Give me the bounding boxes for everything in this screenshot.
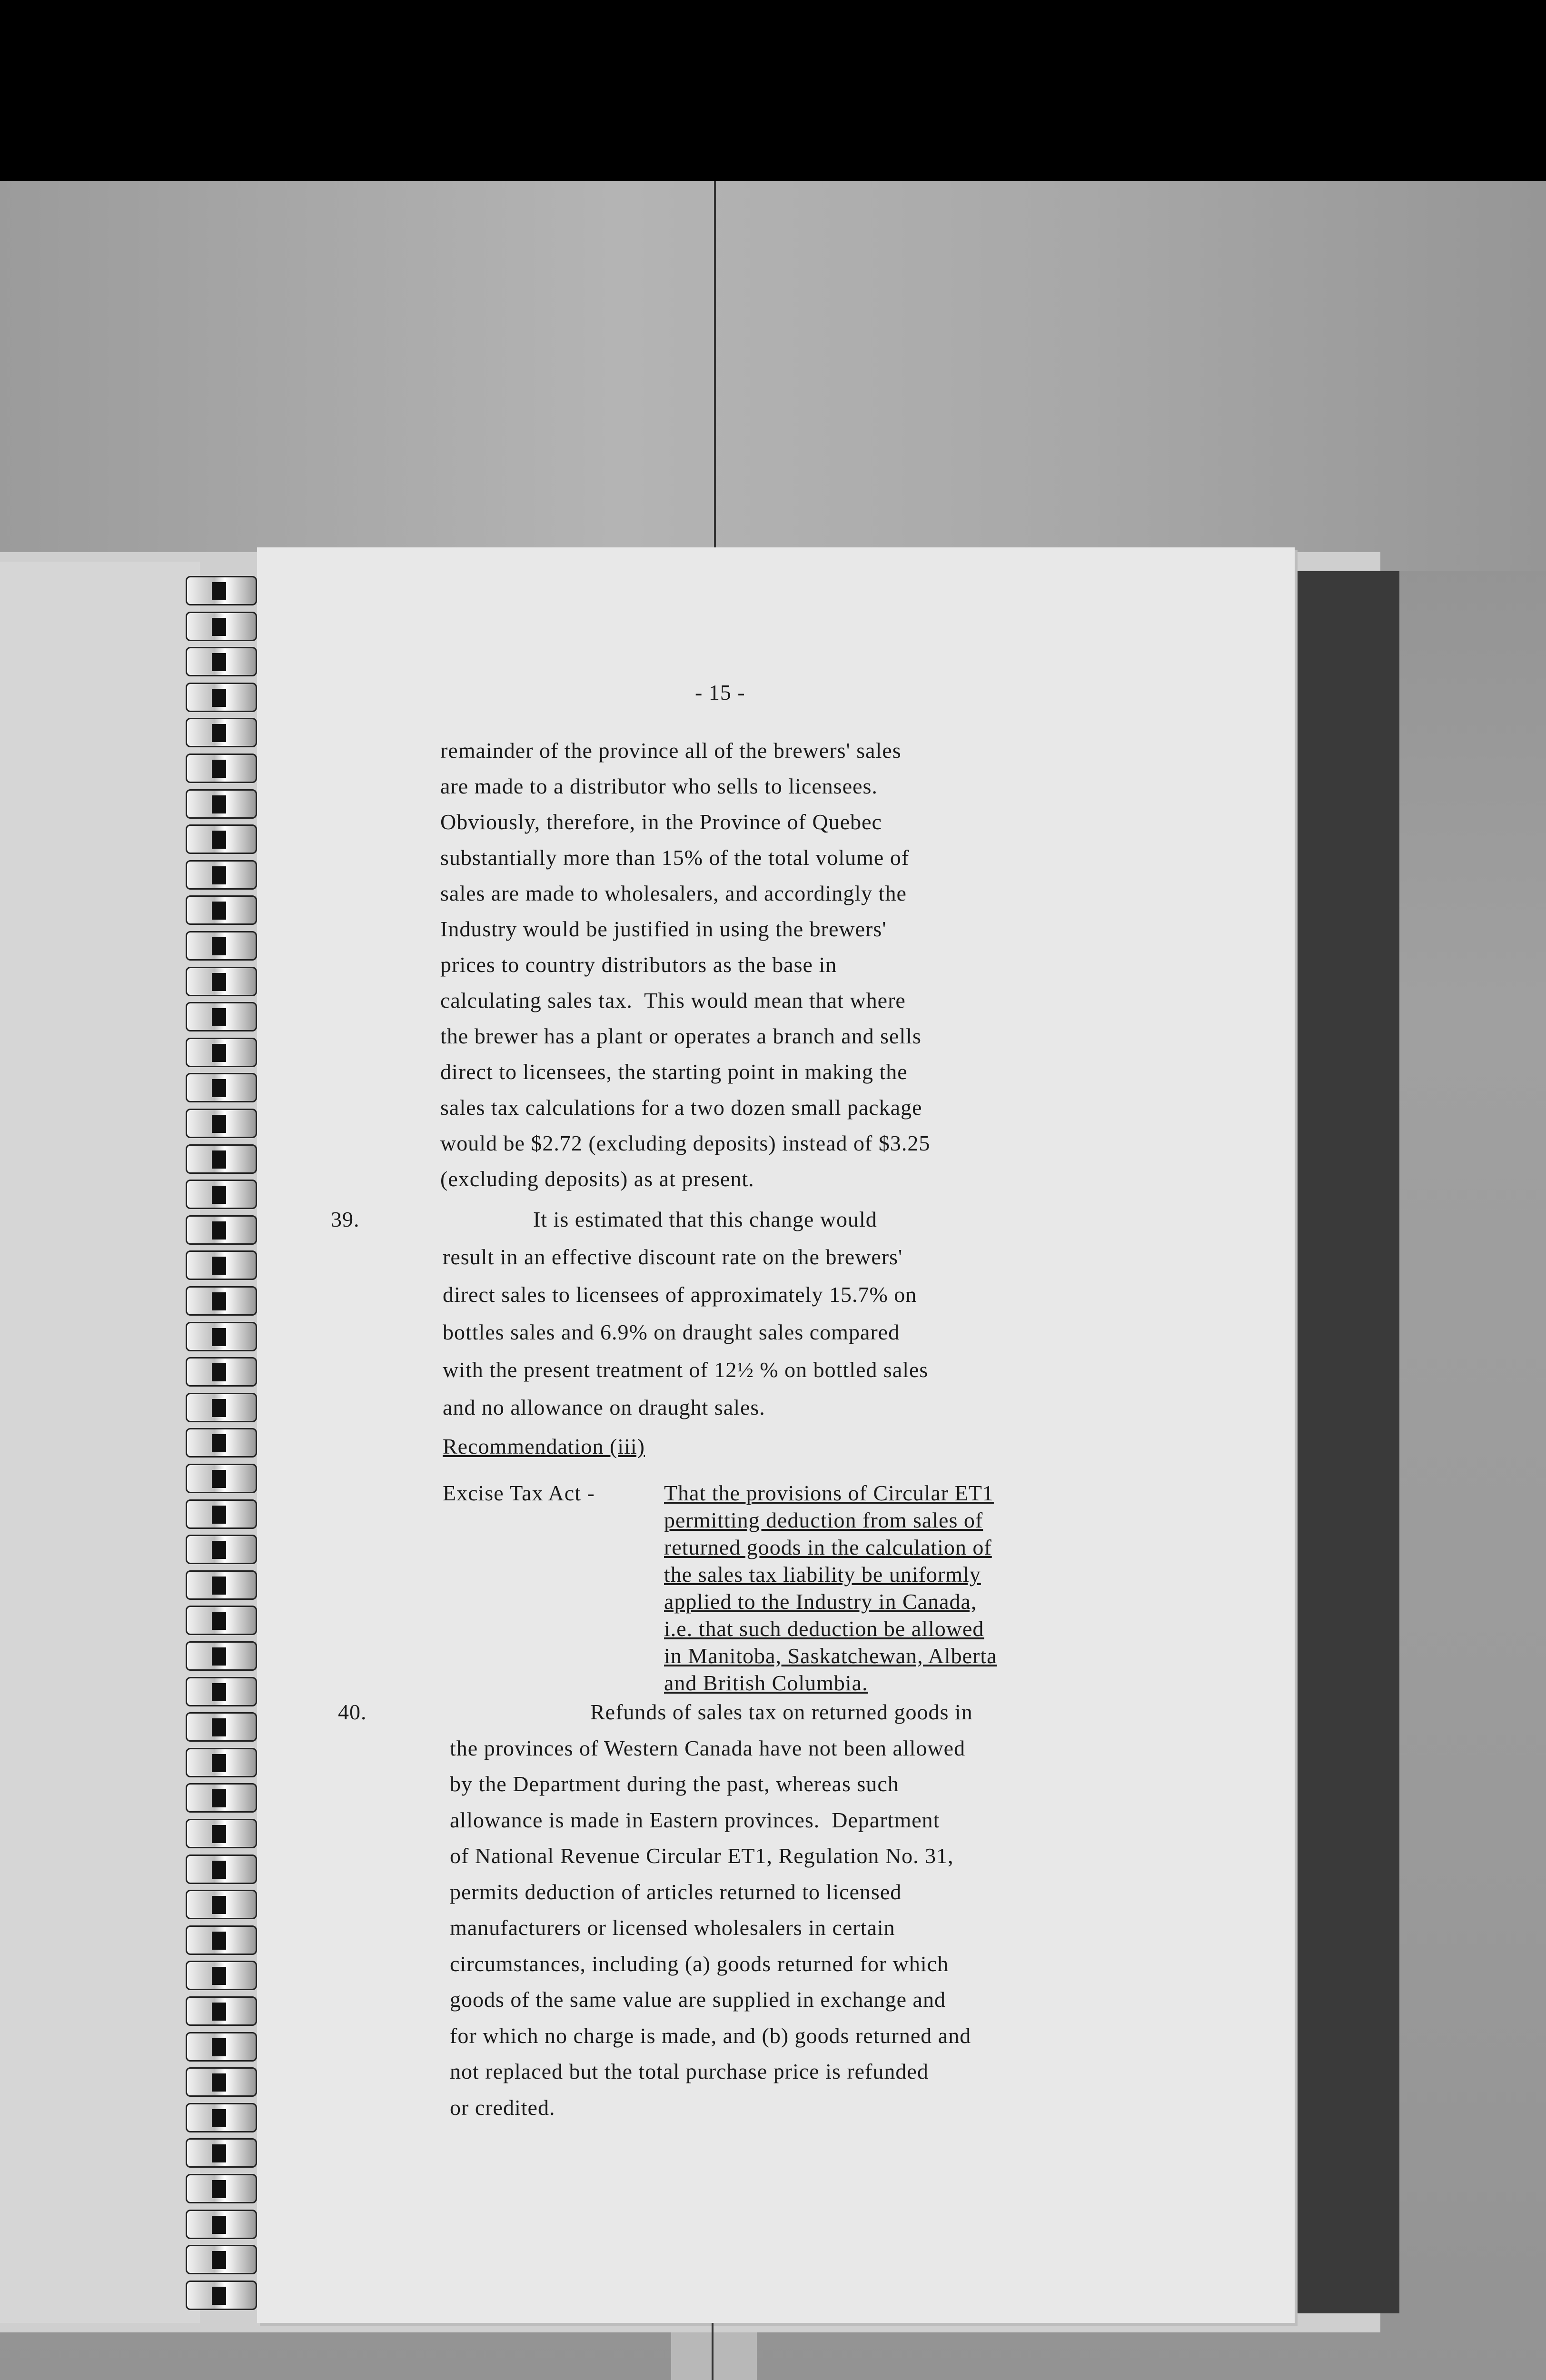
spiral-binding <box>186 566 257 2318</box>
binding-coil <box>186 718 257 747</box>
text-line: result in an effective discount rate on the brewers' <box>443 1245 903 1269</box>
text-line: allowance is made in Eastern provinces. Department <box>450 1807 940 1832</box>
photo-backdrop-upper <box>0 181 1546 571</box>
recommendation-line: i.e. that such deduction be allowed <box>664 1616 984 1641</box>
binding-coil <box>186 1854 257 1884</box>
text-line: bottles sales and 6.9% on draught sales compared <box>443 1320 900 1344</box>
binding-coil <box>186 1819 257 1848</box>
binding-coil <box>186 683 257 712</box>
text-line: not replaced but the total purchase price is refunded <box>450 2059 929 2083</box>
binding-coil <box>186 967 257 996</box>
excise-tax-act-label: Excise Tax Act - <box>443 1481 595 1505</box>
binding-coil <box>186 1322 257 1351</box>
text-line: Refunds of sales tax on returned goods in <box>590 1700 973 1724</box>
binding-coil <box>186 1002 257 1031</box>
binding-coil <box>186 1215 257 1245</box>
background-line-lower <box>712 2323 714 2380</box>
binding-coil <box>186 1996 257 2026</box>
binding-coil <box>186 1499 257 1529</box>
text-line: permits deduction of articles returned to licensed <box>450 1879 902 1904</box>
binding-coil <box>186 860 257 890</box>
binding-coil <box>186 1535 257 1564</box>
binding-coil <box>186 612 257 641</box>
binding-coil <box>186 1144 257 1174</box>
text-line: manufacturers or licensed wholesalers in certain <box>450 1915 895 1940</box>
text-line: Obviously, therefore, in the Province of Quebec <box>440 810 882 834</box>
binding-coil <box>186 1570 257 1600</box>
text-line: sales tax calculations for a two dozen small package <box>440 1095 922 1120</box>
binding-coil <box>186 1357 257 1387</box>
binding-coil <box>186 2138 257 2168</box>
text-line: prices to country distributors as the base in <box>440 952 837 977</box>
text-line: direct sales to licensees of approximately 15.7% on <box>443 1282 917 1307</box>
binding-coil <box>186 1038 257 1067</box>
binding-coil <box>186 1180 257 1209</box>
binding-coil <box>186 1250 257 1280</box>
binding-coil <box>186 2210 257 2239</box>
binder-shadow <box>1295 571 1399 2313</box>
binding-coil <box>186 2067 257 2097</box>
text-line: goods of the same value are supplied in exchange and <box>450 1987 946 2012</box>
binding-coil <box>186 1641 257 1671</box>
text-line: or credited. <box>450 2095 555 2120</box>
binding-coil <box>186 824 257 854</box>
page-number: - 15 - <box>695 680 745 704</box>
recommendation-line: in Manitoba, Saskatchewan, Alberta <box>664 1644 997 1668</box>
text-line: calculating sales tax. This would mean that where <box>440 988 906 1012</box>
binding-coil <box>186 2032 257 2062</box>
binding-coil <box>186 1073 257 1102</box>
left-sheet <box>0 562 200 2323</box>
text-line: Industry would be justified in using the brewers' <box>440 917 887 941</box>
binding-coil <box>186 931 257 961</box>
binder-bottom-strip <box>671 2332 757 2380</box>
paragraph-number-39: 39. <box>331 1207 360 1231</box>
binding-coil <box>186 1748 257 1777</box>
text-line: (excluding deposits) as at present. <box>440 1167 754 1191</box>
binding-coil <box>186 1109 257 1138</box>
text-line: are made to a distributor who sells to licensees. <box>440 774 878 798</box>
binding-coil <box>186 895 257 925</box>
recommendation-heading: Recommendation (iii) <box>443 1434 645 1458</box>
binding-coil <box>186 1606 257 1635</box>
background-line <box>714 181 716 552</box>
text-line: sales are made to wholesalers, and accordingly the <box>440 881 907 905</box>
recommendation-line: applied to the Industry in Canada, <box>664 1589 977 1614</box>
binding-coil <box>186 576 257 605</box>
binding-coil <box>186 2103 257 2132</box>
binding-coil <box>186 1890 257 1919</box>
recommendation-line: the sales tax liability be uniformly <box>664 1562 981 1587</box>
text-line: circumstances, including (a) goods returned for which <box>450 1951 949 1976</box>
text-line: the brewer has a plant or operates a branch and sells <box>440 1024 922 1048</box>
text-line: for which no charge is made, and (b) goods returned and <box>450 2023 971 2048</box>
paragraph-number-40: 40. <box>338 1700 367 1724</box>
text-line: the provinces of Western Canada have not been allowed <box>450 1735 966 1760</box>
recommendation-line: and British Columbia. <box>664 1671 868 1695</box>
text-line: would be $2.72 (excluding deposits) instead of $3.25 <box>440 1131 931 1155</box>
text-line: and no allowance on draught sales. <box>443 1395 765 1419</box>
binding-coil <box>186 789 257 819</box>
text-line: remainder of the province all of the brewers' sales <box>440 738 902 763</box>
binding-coil <box>186 1961 257 1990</box>
binding-coil <box>186 2245 257 2274</box>
binding-coil <box>186 1428 257 1458</box>
binding-coil <box>186 647 257 676</box>
binding-coil <box>186 2174 257 2203</box>
binding-coil <box>186 1677 257 1706</box>
binding-coil <box>186 1286 257 1316</box>
recommendation-line: permitting deduction from sales of <box>664 1508 983 1532</box>
text-line: It is estimated that this change would <box>533 1207 877 1231</box>
text-line: substantially more than 15% of the total volume of <box>440 845 910 870</box>
binding-coil <box>186 1925 257 1955</box>
binding-coil <box>186 1393 257 1422</box>
recommendation-line: returned goods in the calculation of <box>664 1535 992 1559</box>
binding-coil <box>186 754 257 783</box>
binding-coil <box>186 2281 257 2310</box>
binding-coil <box>186 1783 257 1813</box>
text-line: direct to licensees, the starting point in making the <box>440 1060 908 1084</box>
text-line: with the present treatment of 12½ % on bottled sales <box>443 1358 929 1382</box>
binding-coil <box>186 1712 257 1742</box>
text-line: by the Department during the past, whereas such <box>450 1772 899 1796</box>
binding-coil <box>186 1464 257 1493</box>
text-line: of National Revenue Circular ET1, Regulation No. 31, <box>450 1844 954 1868</box>
recommendation-line: That the provisions of Circular ET1 <box>664 1481 994 1505</box>
